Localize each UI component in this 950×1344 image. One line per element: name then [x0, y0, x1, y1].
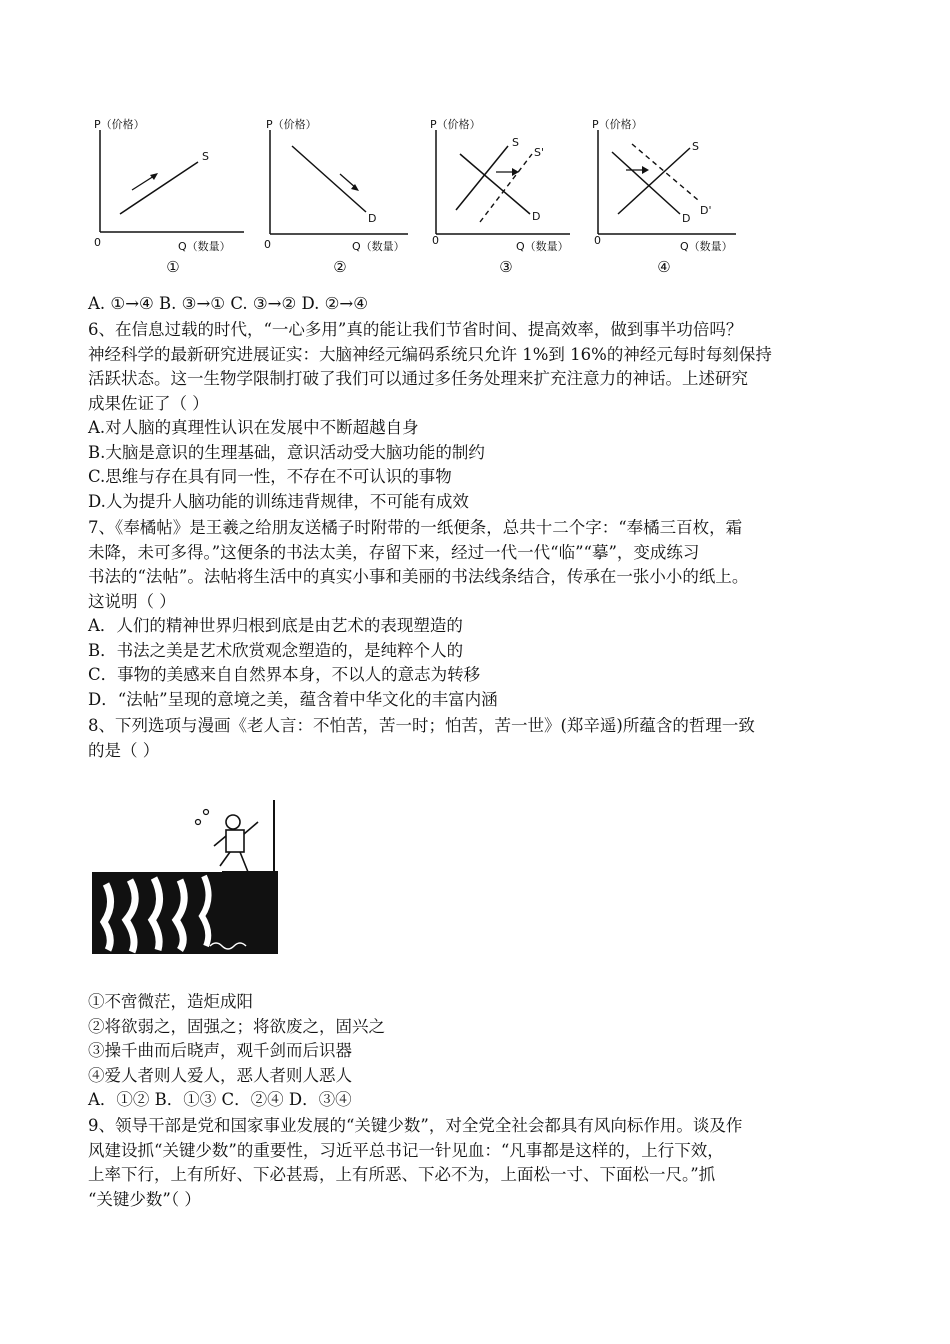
- graph-3-caption: ③: [499, 258, 513, 276]
- graph-1-arrow: [132, 176, 154, 190]
- graph-3: [424, 110, 594, 280]
- graph-1-caption: ①: [166, 258, 180, 276]
- graph-2-curve-d: D: [368, 212, 377, 225]
- q6-option-b: B.大脑是意识的生理基础，意识活动受大脑功能的制约: [88, 442, 485, 462]
- q8-stem-line: 8、下列选项与漫画《老人言：不怕苦，苦一时；怕苦，苦一世》(郑辛遥)所蕴含的哲理一致: [88, 716, 755, 735]
- q9-block: [88, 1114, 868, 1212]
- q7-option-d: D．“法帖”呈现的意境之美，蕴含着中华文化的丰富内涵: [88, 689, 498, 709]
- q5-options-block: [88, 292, 868, 317]
- q8-statement-2: ②将欲弱之，固强之；将欲废之，固兴之: [88, 1016, 385, 1036]
- graph-4-origin: 0: [594, 234, 601, 247]
- graph-3-curve-s: S: [512, 136, 519, 149]
- q5-options: A. ①→④ B. ③→① C. ③→② D. ②→④: [88, 294, 369, 313]
- q8-statement-1: ①不啻微茫，造炬成阳: [88, 992, 253, 1011]
- q6-stem-line: 成果佐证了（ ）: [88, 393, 209, 413]
- graph-4-svg: [586, 110, 756, 280]
- q9-stem-line: 上率下行，上有所好、下必甚焉，上有所恶、下必不为，上面松一寸、下面松一尺。”抓: [88, 1165, 716, 1184]
- q7-stem-line: 7、《奉橘帖》是王羲之给朋友送橘子时附带的一纸便条，总共十二个字：“奉橘三百枚，霜: [88, 518, 743, 537]
- q9-stem-line: 9、领导干部是党和国家事业发展的“关键少数”，对全党全社会都具有风向标作用。谈及作: [88, 1116, 743, 1135]
- graph-1-x-label: Q（数量）: [178, 240, 231, 253]
- q6-option-c: C.思维与存在具有同一性，不存在不可认识的事物: [88, 467, 452, 486]
- graph-4: [586, 110, 756, 280]
- graph-2-x-label: Q（数量）: [352, 240, 405, 253]
- q7-stem-line: 书法的“法帖”。法帖将生活中的真实小事和美丽的书法线条结合，传承在一张小小的纸上。: [88, 567, 749, 586]
- graph-2-caption: ②: [333, 258, 347, 276]
- graph-4-x-label: Q（数量）: [680, 240, 733, 253]
- graph-1-svg: [88, 110, 258, 280]
- q6-stem-line: 活跃状态。这一生物学限制打破了我们可以通过多任务处理来扩充注意力的神话。上述研究: [88, 369, 748, 388]
- q6-stem-line: 6、在信息过载的时代，“一心多用”真的能让我们节省时间、提高效率，做到事半功倍吗？: [88, 320, 743, 339]
- q8-stem-line: 的是（ ）: [88, 740, 160, 760]
- graph-1: [88, 110, 258, 280]
- graph-3-curve-s-prime: S': [534, 146, 545, 159]
- graph-1-curve-s: S: [202, 150, 209, 163]
- graph-1-origin: 0: [94, 236, 101, 249]
- q9-stem-line: “关键少数”（ ）: [88, 1189, 201, 1209]
- graph-3-origin: 0: [432, 234, 439, 247]
- q6-option-a: A.对人脑的真理性认识在发展中不断超越自身: [88, 418, 419, 437]
- graph-3-svg: [424, 110, 594, 280]
- q7-option-c: C．事物的美感来自自然界本身，不以人的意志为转移: [88, 665, 481, 684]
- graph-2-svg: [258, 110, 428, 280]
- graph-3-supply-curve: [456, 146, 508, 210]
- q8-stem-block: [88, 714, 868, 763]
- graph-4-demand-curve: [612, 152, 680, 214]
- graph-2: [258, 110, 428, 280]
- q8-options: A．①② B．①③ C．②④ D．③④: [88, 1090, 352, 1109]
- graph-1-supply-curve: [120, 162, 198, 214]
- graph-3-curve-d: D: [532, 210, 541, 223]
- graph-4-curve-d-prime: D': [700, 204, 712, 217]
- graph-1-y-label: P（价格）: [94, 118, 145, 131]
- graph-4-curve-d: D: [682, 212, 691, 225]
- graph-4-curve-s: S: [692, 140, 699, 153]
- graph-4-y-label: P（价格）: [592, 118, 643, 131]
- q8-statement-4: ④爱人者则人爱人，恶人者则人恶人: [88, 1065, 352, 1085]
- graph-2-origin: 0: [264, 238, 271, 251]
- q7-stem-line: 这说明（ ）: [88, 591, 176, 611]
- cartoon-image: [92, 800, 282, 958]
- graph-4-supply-curve: [618, 148, 690, 214]
- graph-4-caption: ④: [657, 258, 671, 276]
- q8-statements-block: [88, 990, 868, 1113]
- q9-stem-line: 风建设抓“关键少数”的重要性，习近平总书记一针见血：“凡事都是这样的，上行下效，: [88, 1140, 724, 1160]
- graph-2-y-label: P（价格）: [266, 118, 317, 131]
- graph-3-y-label: P（价格）: [430, 118, 481, 131]
- graph-3-shifted-supply-curve: [480, 154, 532, 222]
- cartoon-svg: [92, 800, 282, 958]
- graph-3-x-label: Q（数量）: [516, 240, 569, 253]
- q7-option-b: B．书法之美是艺术欣赏观念塑造的，是纯粹个人的: [88, 640, 464, 660]
- q7-block: [88, 516, 868, 712]
- q7-option-a: A．人们的精神世界归根到底是由艺术的表现塑造的: [88, 616, 463, 635]
- q6-stem-line: 神经科学的最新研究进展证实：大脑神经元编码系统只允许 1%到 16%的神经元每时每刻保持: [88, 344, 772, 364]
- q6-option-d: D.人为提升人脑功能的训练违背规律，不可能有成效: [88, 491, 469, 511]
- q7-stem-line: 未降，未可多得。”这便条的书法太美，存留下来，经过一代一代“临”“摹”，变成练习: [88, 542, 700, 562]
- q6-block: [88, 318, 868, 514]
- q8-statement-3: ③操千曲而后晓声，观千剑而后识器: [88, 1041, 352, 1060]
- graph-2-demand-curve: [292, 146, 366, 212]
